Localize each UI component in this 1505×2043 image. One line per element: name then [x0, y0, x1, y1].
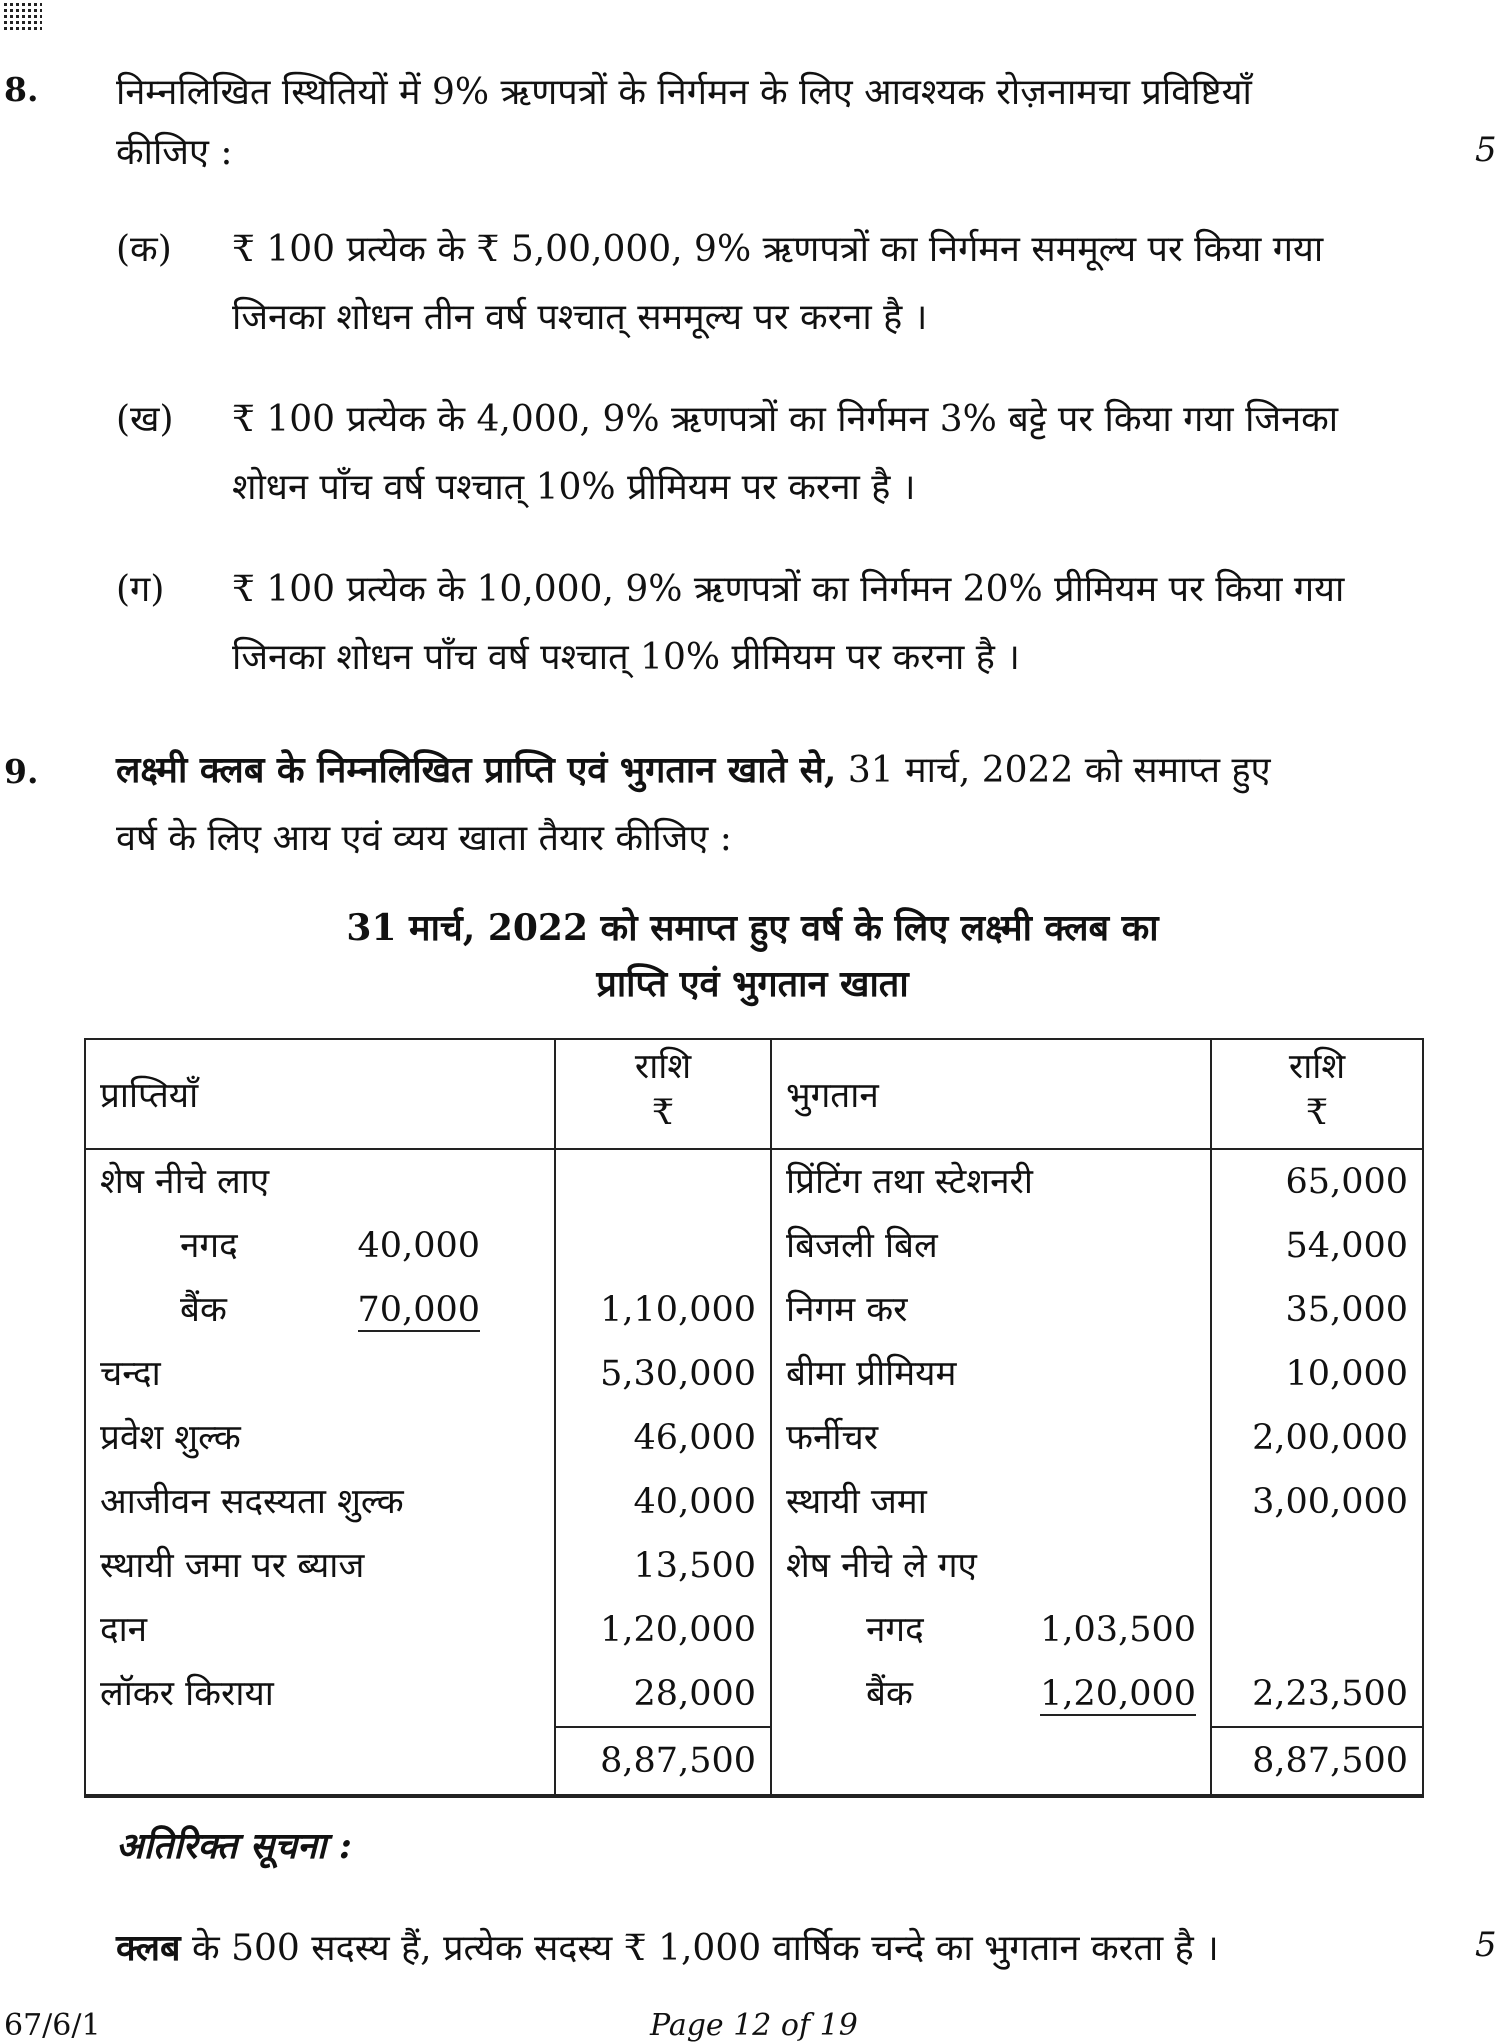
table-cell: बीमा प्रीमियम [771, 1342, 1211, 1406]
q8-item-line1: ₹ 100 प्रत्येक के 4,000, 9% ऋणपत्रों का निर्गमन 3% बट्टे पर किया गया जिनका [232, 399, 1339, 440]
table-cell: 13,500 [555, 1534, 771, 1598]
table-cell: फर्नीचर [771, 1406, 1211, 1470]
table-cell: आजीवन सदस्यता शुल्क [85, 1470, 555, 1534]
table-cell: स्थायी जमा [771, 1470, 1211, 1534]
club-name-bold: लक्ष्मी क्लब के निम्नलिखित प्राप्ति एवं भुगतान खाते से, [116, 749, 837, 791]
table-cell: 1,10,000 [555, 1278, 771, 1342]
table-cell: नगद 1,03,500 [771, 1598, 1211, 1662]
page-number: Page 12 of 19 [650, 2008, 858, 2043]
table-cell: दान [85, 1598, 555, 1662]
q8-item-line2: जिनका शोधन तीन वर्ष पश्चात् सममूल्य पर करना है । [232, 297, 928, 338]
q8-item-line1: ₹ 100 प्रत्येक के ₹ 5,00,000, 9% ऋणपत्रों का निर्गमन सममूल्य पर किया गया [232, 229, 1324, 270]
q8-item-label: (क) [116, 229, 172, 270]
table-cell: निगम कर [771, 1278, 1211, 1342]
table-cell: 40,000 [555, 1470, 771, 1534]
question-9-text-line2: वर्ष के लिए आय एवं व्यय खाता तैयार कीजिए : [116, 818, 732, 859]
q8-item-label: (ग) [116, 569, 165, 610]
table-cell: शेष नीचे लाए [85, 1149, 555, 1214]
q8-item-line2: शोधन पाँच वर्ष पश्चात् 10% प्रीमियम पर करना है । [232, 467, 916, 508]
question-8-marks: 5 [1475, 130, 1497, 170]
receipts-amount-header: राशि ₹ [555, 1039, 771, 1149]
receipts-header: प्राप्तियाँ [85, 1039, 555, 1149]
table-cell: 2,23,500 [1211, 1662, 1423, 1727]
question-8-text-line2: कीजिए : [116, 132, 233, 173]
question-9-marks: 5 [1475, 1925, 1497, 1965]
receipts-payments-table [84, 1038, 1424, 1798]
table-cell: लॉकर किराया [85, 1662, 555, 1727]
table-cell: प्रवेश शुल्क [85, 1406, 555, 1470]
payments-amount-header: राशि ₹ [1211, 1039, 1423, 1149]
q8-item-label: (ख) [116, 399, 174, 440]
q8-item-line2: जिनका शोधन पाँच वर्ष पश्चात् 10% प्रीमियम पर करना है । [232, 637, 1020, 678]
table-cell: 35,000 [1211, 1278, 1423, 1342]
question-8-text-line1: निम्नलिखित स्थितियों में 9% ऋणपत्रों के निर्गमन के लिए आवश्यक रोज़नामचा प्रविष्टियाँ [116, 72, 1252, 113]
table-cell: 28,000 [555, 1662, 771, 1727]
question-8-number: 8. [4, 70, 39, 109]
payments-total: 8,87,500 [1211, 1727, 1423, 1796]
qr-code-icon [4, 2, 42, 30]
table-cell: 54,000 [1211, 1214, 1423, 1278]
table-cell: 46,000 [555, 1406, 771, 1470]
q8-item-line1: ₹ 100 प्रत्येक के 10,000, 9% ऋणपत्रों का निर्गमन 20% प्रीमियम पर किया गया [232, 569, 1345, 610]
receipts-total: 8,87,500 [555, 1727, 771, 1796]
table-cell: नगद 40,000 [85, 1214, 555, 1278]
table-cell: बैंक 1,20,000 [771, 1662, 1211, 1727]
table-cell: बैंक 70,000 [85, 1278, 555, 1342]
payments-header: भुगतान [771, 1039, 1211, 1149]
table-cell: 5,30,000 [555, 1342, 771, 1406]
account-title-line2: प्राप्ति एवं भुगतान खाता [596, 963, 909, 1005]
table-cell: चन्दा [85, 1342, 555, 1406]
table-cell: 10,000 [1211, 1342, 1423, 1406]
table-cell: स्थायी जमा पर ब्याज [85, 1534, 555, 1598]
account-title-line1: 31 मार्च, 2022 को समाप्त हुए वर्ष के लिए लक्ष्मी क्लब का [346, 907, 1159, 949]
additional-info-heading: अतिरिक्त सूचना : [116, 1825, 353, 1867]
table-cell: 2,00,000 [1211, 1406, 1423, 1470]
table-cell: शेष नीचे ले गए [771, 1534, 1211, 1598]
table-cell: बिजली बिल [771, 1214, 1211, 1278]
table-cell: 1,20,000 [555, 1598, 771, 1662]
table-cell: 3,00,000 [1211, 1470, 1423, 1534]
additional-info-text: क्लब के 500 सदस्य हैं, प्रत्येक सदस्य ₹ 1,000 वार्षिक चन्दे का भुगतान करता है । [116, 1927, 1219, 1969]
question-9-line1-rest: 31 मार्च, 2022 को समाप्त हुए [836, 750, 1271, 791]
question-9-number: 9. [4, 752, 39, 791]
table-cell: प्रिंटिंग तथा स्टेशनरी [771, 1149, 1211, 1214]
paper-code: 67/6/1 [4, 2008, 101, 2043]
table-cell: 65,000 [1211, 1149, 1423, 1214]
question-9-text-line1 [116, 735, 1416, 806]
